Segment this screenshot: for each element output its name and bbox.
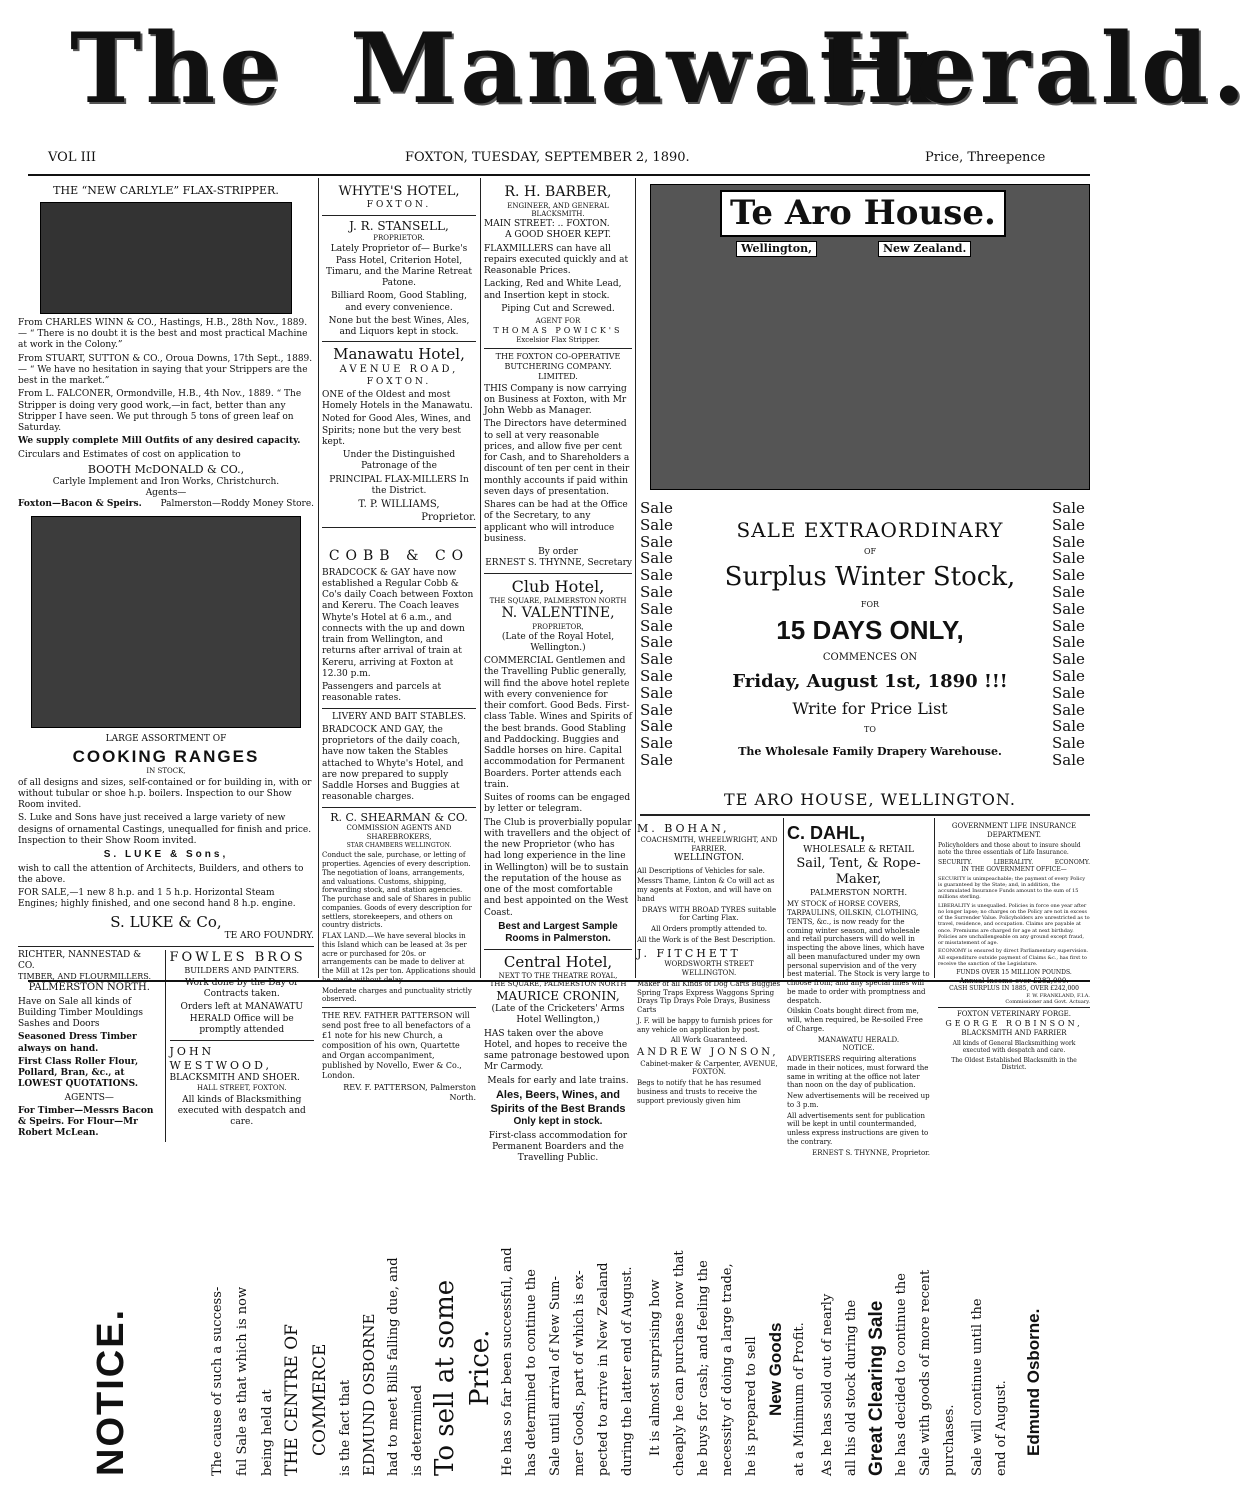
cronin-name: MAURICE CRONIN, <box>496 989 620 1003</box>
herald-signature: ERNEST S. THYNNE, Proprietor. <box>812 1148 930 1157</box>
sale-word: Sale <box>640 666 673 685</box>
herald-text: New advertisements will be received up to 3 p.m. <box>787 1092 930 1109</box>
dahl-title: C. DAHL, <box>787 823 865 843</box>
divider <box>484 949 632 950</box>
attention-text: wish to call the attention of Architects, Builders, and others to the above. <box>18 863 304 885</box>
sale-word: Sale <box>640 650 673 669</box>
richter-text: Have on Sale all kinds of Building Timber Mouldings Sashes and Doors <box>18 996 144 1029</box>
large-assortment: LARGE ASSORTMENT OF <box>105 734 227 745</box>
sample-rooms: Best and Largest Sample Rooms in Palmerston. <box>498 920 618 945</box>
notice-line: purchases. <box>942 1404 957 1476</box>
herald-text: All advertisements sent for publication will be kept in until countermanded, unless express instructions are given to the contrary. <box>787 1111 929 1146</box>
patterson-text: THE REV. FATHER PATTERSON will send post free to all benefactors of a £1 note for his new Church, a composition of his own, Quartette and Organ accompaniment, published by Novello, Ewer & Co., London. <box>322 1011 471 1080</box>
agent-palmerston: Palmerston—Roddy Money Store. <box>160 499 314 509</box>
notice-line: he is prepared to sell <box>744 1336 759 1476</box>
te-aro-house-ad <box>650 184 1090 494</box>
firm-name: BOOTH McDONALD & CO., <box>87 462 245 476</box>
bohan-title: M. BOHAN, <box>637 822 730 835</box>
notice-line: COMMERCE <box>310 1343 330 1456</box>
coop-title: THE FOXTON CO-OPERATIVE BUTCHERING COMPANY. LIMITED. <box>495 351 621 381</box>
sale-extraordinary <box>690 512 1050 812</box>
column-6 <box>938 822 1090 1072</box>
stansell-title: PROPRIETOR. <box>373 233 425 242</box>
sale-word: Sale <box>1052 532 1085 551</box>
testimonial: From STUART, SUTTON & CO., Oroua Downs, 17th Sept., 1889.— “ We have no hesitation in saying that your Strippers are the best in the market.” <box>18 353 313 386</box>
bohan-text: All Orders promptly attended to. <box>651 925 767 933</box>
westwood-trade: BLACKSMITH AND SHOER. <box>169 1072 300 1083</box>
powick-name: THOMAS POWICK'S <box>493 325 623 335</box>
top-rule <box>28 174 1090 176</box>
coop-text: THIS Company is now carrying on Business at Foxton, with Mr John Webb as Manager. <box>484 383 627 416</box>
column-4 <box>637 822 781 1105</box>
sale-word: Sale <box>1052 633 1085 652</box>
bohan-place: WELLINGTON. <box>674 853 744 864</box>
bohan-text: All Descriptions of Vehicles for sale. <box>637 866 765 875</box>
williams-title: Proprietor. <box>421 511 476 523</box>
cronin-text: First-class accommodation for Permanent Boarders and the Travelling Public. <box>488 1130 628 1164</box>
dahl-text: MY STOCK of HORSE COVERS, TARPAULINS, OILSKIN, CLOTHING, TENTS, &c., is now ready for the coming winter season, and wholesale and retail purchasers will do well in inspecting the above lines, which have all been manufactured under my own personal supervision and of the very best material. The Stock is very large to choose from; and any special lines will be made to order with promptness and despatch. <box>787 900 930 1005</box>
notice-line: end of August. <box>994 1380 1009 1476</box>
agent-foxton: Foxton—Bacon & Speirs. <box>18 499 142 509</box>
richter-text: First Class Roller Flour, Pollard, Bran, &c., at LOWEST QUOTATIONS. <box>18 1056 139 1090</box>
notice-line: has determined to continue the <box>524 1269 539 1476</box>
livery-title: LIVERY AND BAIT STABLES. <box>332 711 466 722</box>
ales-only: Only kept in stock. <box>513 1116 603 1128</box>
notice-line: he has decided to continue the <box>894 1273 909 1476</box>
jonson-title: ANDREW JONSON, <box>637 1047 779 1058</box>
sale-of: OF <box>863 547 877 556</box>
powick-product: Excelsior Flax Stripper. <box>516 335 600 344</box>
fitchett-text: All Work Guaranteed. <box>670 1036 748 1045</box>
club-text: Suites of rooms can be engaged by letter or telegram. <box>484 793 631 815</box>
dahl-trade: WHOLESALE & RETAIL <box>803 844 914 855</box>
masthead-word-manawatu: Manawatu <box>350 12 942 125</box>
robinson-text: The Oldest Established Blacksmith in the District. <box>951 1056 1077 1072</box>
sale-word: Sale <box>1052 734 1085 753</box>
manawatu-hotel-text: ONE of the Oldest and most Homely Hotels in the Manawatu. <box>322 389 473 411</box>
notice-line: is determined <box>410 1385 425 1476</box>
in-stock: IN STOCK, <box>146 766 186 775</box>
gov-actuary-title: Commissioner and Govt. Actuary. <box>1005 999 1090 1005</box>
sale-word: Sale <box>640 700 673 719</box>
engines-for-sale: FOR SALE,—1 new 8 h.p. and 1 5 h.p. Horizontal Steam Engines; highly finished, and one second hand 8 h.p. engine. <box>18 888 296 910</box>
gov-security: SECURITY. <box>938 858 973 866</box>
herald-notice: NOTICE. <box>842 1044 875 1053</box>
shearman-address: STAR CHAMBERS WELLINGTON. <box>346 841 452 849</box>
commences-on: COMMENCES ON <box>822 652 918 663</box>
coop-text: The Directors have determined to sell at very reasonable prices, and allow five per cent for Cash, and to Shareholders a discount of ten per cent in their monthly accounts if paid within seven days of presentation. <box>484 419 630 497</box>
sale-date: Friday, August 1st, 1890 !!! <box>732 670 1008 692</box>
sale-word: Sale <box>640 750 673 769</box>
coop-signature: ERNEST S. THYNNE, Secretary <box>485 558 632 569</box>
cronin-late: (Late of the Cricketers' Arms Hotel Wellington,) <box>491 1004 625 1026</box>
surplus-stock: Surplus Winter Stock, <box>724 562 1016 592</box>
sale-word: Sale <box>640 515 673 534</box>
notice-line: Edmund Osborne. <box>1024 1308 1043 1456</box>
fowles-text: Work done by the Day or Contracts taken. <box>185 977 299 999</box>
central-hotel-address: THE SQUARE, PALMERSTON NORTH <box>489 980 627 989</box>
firm-subtitle: Carlyle Implement and Iron Works, Christchurch. <box>52 476 280 487</box>
agents-row <box>18 499 314 510</box>
wholesale-warehouse: The Wholesale Family Drapery Warehouse. <box>738 745 1002 758</box>
richter-text: Seasoned Dress Timber always on hand. <box>18 1032 137 1054</box>
livery-text: BRADCOCK AND GAY, the proprietors of the daily coach, have now taken the Stables attached to Whyte's Hotel, and are now prepared to supply Saddle Horses and Buggies at reasonable charges. <box>322 724 464 803</box>
cobb-text: BRADCOCK & GAY have now established a Regular Cobb & Co's daily Coach between Foxton and Kereru. The Coach leaves Whyte's Hotel at 6 a.m., and connects with the up and down train from Wellington, and returns after arrival of train at Kereru, arriving at Foxton at 12.30 p.m. <box>322 567 474 679</box>
testimonial: From CHARLES WINN & CO., Hastings, H.B., 28th Nov., 1889.— “ There is no doubt it is the best and most practical Machine at work in the Colony.” <box>18 317 308 351</box>
sale-word: Sale <box>640 582 673 601</box>
price: Price, Threepence <box>925 150 1046 165</box>
gov-title: GOVERNMENT LIFE INSURANCE DEPARTMENT. <box>951 822 1077 839</box>
coop-order: By order <box>538 547 578 557</box>
sale-word: Sale <box>1052 499 1085 517</box>
column-rule <box>635 178 636 978</box>
notice-line: he buys for cash; and feeling the <box>696 1260 711 1476</box>
manawatu-hotel-place: FOXTON. <box>366 376 432 387</box>
s-luke-heading: S. LUKE & Sons, <box>103 849 229 860</box>
notice-line: The cause of such a success- <box>210 1286 225 1476</box>
gov-office: IN THE GOVERNMENT OFFICE— <box>961 866 1067 873</box>
shearman-title: R. C. SHEARMAN & CO. <box>330 810 468 824</box>
volume-number: VOL III <box>48 150 96 165</box>
shearman-text: FLAX LAND.—We have several blocks in this Island which can be leased at 3s per acre or purchased for 20s. or arrangements can be made to deliver at the Mill at 12s per ton. Applications should be made without delay. <box>322 932 476 984</box>
sale-word: Sale <box>1052 750 1085 769</box>
notice-line: during the latter end of August. <box>620 1266 635 1476</box>
manawatu-hotel-text: Noted for Good Ales, Wines, and Spirits; none but the very best kept. <box>322 414 471 447</box>
richter-title: RICHTER, NANNESTAD & CO. <box>18 949 142 971</box>
fifteen-days: 15 DAYS ONLY, <box>776 614 964 645</box>
masthead <box>0 0 1250 142</box>
sale-word: Sale <box>640 616 673 635</box>
westwood-text: All kinds of Blacksmithing executed with despatch and care. <box>177 1094 306 1127</box>
kitchen-range-illustration <box>31 516 301 728</box>
coop-text: Shares can be had at the Office of the Secretary, to any applicant who will introduce business. <box>484 500 628 544</box>
cobb-text: Passengers and parcels at reasonable rates. <box>322 682 442 704</box>
sale-for: FOR <box>860 599 880 609</box>
manawatu-hotel-text: Under the Distinguished Patronage of the <box>342 450 456 472</box>
fitchett-text: J. F. will be happy to furnish prices for any vehicle on application by post. <box>637 1016 773 1034</box>
sale-word: Sale <box>1052 599 1085 618</box>
robinson-text: All kinds of General Blacksmithing work executed with despatch and care. <box>952 1039 1076 1055</box>
jonson-text: Begs to notify that he has resumed business and trusts to receive the support previously given him <box>637 1079 762 1105</box>
divider <box>322 708 476 709</box>
sale-word: Sale <box>640 566 673 585</box>
flax-stripper-illustration <box>40 202 292 314</box>
barber-address: MAIN STREET: .. FOXTON. <box>484 219 610 229</box>
robinson-trade: BLACKSMITH AND FARRIER <box>961 1029 1067 1037</box>
notice-line: Sale will continue until the <box>970 1298 985 1476</box>
sale-word: Sale <box>1052 566 1085 585</box>
barber-agent: AGENT FOR <box>535 317 581 325</box>
manawatu-hotel-text: PRINCIPAL FLAX-MILLERS In the District. <box>329 474 469 496</box>
gov-income: Annual Income over £282,000. <box>959 976 1069 985</box>
sale-word: Sale <box>640 599 673 618</box>
sale-right-column <box>1052 500 1102 770</box>
gov-text: SECURITY is unimpeachable; the payment of every Policy is guaranteed by the State; and, in addition, the accumulated Insurance Funds amount to the sum of 15 millions sterling. <box>938 875 1086 901</box>
bohan-text: Messrs Thame, Linton & Co will act as my agents at Foxton, and will have on hand <box>637 877 775 903</box>
cobb-co-title: COBB & CO <box>328 548 470 564</box>
castings-description: S. Luke and Sons have just received a large variety of new designs of ornamental Castings, unequalled for finish and price. Inspection to their Show Room invited. <box>18 813 312 846</box>
column-1 <box>18 184 314 1139</box>
column-rule <box>934 818 935 978</box>
gov-economy: ECONOMY. <box>1054 858 1090 866</box>
notice-line: is the fact that <box>338 1379 353 1476</box>
column-5 <box>787 822 930 1157</box>
mill-outfits: We supply complete Mill Outfits of any desired capacity. <box>18 436 301 447</box>
fitchett-address: WORDSWORTH STREET WELLINGTON. <box>664 960 754 977</box>
stansell-text: Billiard Room, Good Stabling, and every convenience. <box>330 291 468 313</box>
valentine-title: PROPRIETOR, <box>532 622 584 631</box>
cooking-ranges-heading: COOKING RANGES <box>72 746 260 766</box>
divider <box>322 341 476 342</box>
sale-to: TO <box>864 725 876 734</box>
notice-line: It is almost surprising how <box>648 1279 663 1456</box>
te-aro-location-city: Wellington, <box>736 241 817 257</box>
divider <box>484 348 632 349</box>
gov-text: LIBERALITY is unequalled. Policies in force one year after no longer lapse; no charges on the Policy are not in excess of the Surrender Value. Policyholders are unrestricted as to travel, residence, and occupation. Claims are payable at once. Premiums are charged for age at next birthday. Policies are unchallengeable on any ground except fraud, or misstatement of age. <box>938 902 1090 946</box>
fowles-text: Orders left at MANAWATU HERALD Office will be promptly attended <box>180 1002 304 1035</box>
te-aro-location-country: New Zealand. <box>878 241 971 257</box>
central-hotel-title: Central Hotel, <box>503 952 613 971</box>
te-aro-house-title: Te Aro House. <box>720 190 1006 237</box>
gov-text: ECONOMY is ensured by direct Parliamentary supervision. All expenditure outside payment of Claims &c., has first to receive the sanction of the Legislature. <box>938 948 1089 967</box>
bohan-text: DRAYS WITH BROAD TYRES suitable for Carting Flax. <box>641 905 777 923</box>
herald-text: ADVERTISERS requiring alterations made in their notices, must forward the same in writing at the office not later than noon on the day of publication. <box>787 1055 929 1090</box>
notice-line: As he has sold out of nearly <box>820 1293 835 1476</box>
s-luke-co: S. LUKE & Co, <box>110 912 222 931</box>
sale-word: Sale <box>640 683 673 702</box>
sale-left-column <box>640 500 690 770</box>
circulars: Circulars and Estimates of cost on application to <box>18 449 241 460</box>
notice-line: New Goods <box>766 1322 785 1416</box>
notice-line: THE CENTRE OF <box>282 1324 302 1476</box>
herald-title: MANAWATU HERALD. <box>817 1035 900 1044</box>
bohan-trade: COACHSMITH, WHEELWRIGHT, AND FARRIER. <box>640 835 778 853</box>
column-rule <box>480 178 481 978</box>
dahl-sail: Sail, Tent, & Rope-Maker, <box>796 855 921 887</box>
fowles-title: FOWLES BROS <box>169 949 306 965</box>
whytes-hotel-title: WHYTE'S HOTEL, <box>338 184 460 199</box>
shearman-text: Moderate charges and punctuality strictly observed. <box>322 986 472 1004</box>
dateline <box>0 148 1114 170</box>
date-place: FOXTON, TUESDAY, SEPTEMBER 2, 1890. <box>405 150 690 165</box>
notice-line: Sale with goods of more recent <box>918 1269 933 1476</box>
sale-word: Sale <box>640 734 673 753</box>
sale-word: Sale <box>640 717 673 736</box>
column-3 <box>484 184 632 1164</box>
notice-line: mer Goods, part of which is ex- <box>572 1270 587 1476</box>
stansell-text: None but the best Wines, Ales, and Liquors kept in stock. <box>328 315 470 337</box>
fowles-trade: BUILDERS AND PAINTERS. <box>184 965 300 975</box>
notice-line: had to meet Bills falling due, and <box>386 1257 401 1476</box>
notice-section <box>20 986 1094 1500</box>
shearman-trade: COMMISSION AGENTS AND SHAREBROKERS, <box>346 824 452 841</box>
fitchett-text: Maker of all Kinds of Dog Carts Buggies Spring Traps Express Waggons Spring Drays Tip Drays Pole Drays, Business Carts <box>637 979 781 1014</box>
notice-line: Sale until arrival of New Sum- <box>548 1276 563 1476</box>
barber-trade: ENGINEER, AND GENERAL BLACKSMITH. <box>507 201 609 219</box>
westwood-address: HALL STREET, FOXTON. <box>197 1083 287 1092</box>
gov-actuary: F. W. FRANKLAND, F.I.A. <box>1026 992 1090 999</box>
gov-text: Policyholders and those about to insure should note the three essentials of Life Insurance. <box>938 841 1081 856</box>
whytes-place: FOXTON. <box>366 200 432 211</box>
richter-text: For Timber—Messrs Bacon & Speirs. For Flour—Mr Robert McLean. <box>18 1105 154 1139</box>
barber-text: Lacking, Red and White Lead, and Insertion kept in stock. <box>484 279 622 301</box>
ranges-description: of all designs and sizes, self-contained or for building in, with or without tubular or shoe h.p. boilers. Inspection to our Show Room invited. <box>18 777 312 810</box>
richter-place: PALMERSTON NORTH. <box>28 982 150 993</box>
divider <box>640 814 1090 816</box>
sale-word: Sale <box>1052 582 1085 601</box>
flax-stripper-title: THE “NEW CARLYLE” FLAX-STRIPPER. <box>53 184 279 197</box>
jonson-trade: Cabinet-maker & Carpenter, AVENUE, FOXTON. <box>640 1059 778 1077</box>
notice-line: To sell at some <box>430 1279 460 1476</box>
sale-word: Sale <box>640 499 673 517</box>
dahl-text: Oilskin Coats bought direct from me, will, when required, be Re-soiled Free of Charge. <box>787 1007 923 1033</box>
shearman-text: Conduct the sale, purchase, or letting of properties. Agencies of every description. The negotiation of loans, arrangements, and valuations. Customs, shipping, forwarding stock, and station agencies. The purchase and sale of Shares in public companies. Goods of every description for settlers, storekeepers, and others on country districts. <box>322 851 472 930</box>
notice-line: cheaply he can purchase now that <box>672 1250 687 1476</box>
sale-word: Sale <box>640 549 673 568</box>
fitchett-title: J. FITCHETT <box>637 946 741 960</box>
sale-word: Sale <box>1052 616 1085 635</box>
masthead-word-herald: Herald. <box>820 12 1250 125</box>
notice-line: necessity of doing a large trade, <box>720 1263 735 1476</box>
agents-label: Agents— <box>145 487 187 498</box>
robinson-name: GEORGE ROBINSON, <box>945 1019 1083 1028</box>
sale-word: Sale <box>1052 683 1085 702</box>
valentine-late: (Late of the Royal Hotel, Wellington.) <box>501 631 615 653</box>
richter-trade: TIMBER, AND FLOURMILLERS. <box>18 972 152 981</box>
central-hotel-location: NEXT TO THE THEATRE ROYAL, <box>498 971 618 980</box>
notice-line: He has so far been successful, and <box>500 1247 515 1476</box>
club-text: The Club is proverbially popular with travellers and the object of the new Proprietor (who has had long experience in the line in Wellington) will be to sustain the reputation of the house as one of the most comfortable and best appointed on the West Coast. <box>484 817 632 918</box>
notice-line: Great Clearing Sale <box>866 1300 887 1476</box>
price-list: Write for Price List <box>792 699 948 718</box>
column-rule <box>318 178 319 978</box>
gov-surplus: CASH SURPLUS IN 1885, OVER £242,000 <box>949 985 1079 993</box>
barber-text: FLAXMILLERS can have all repairs executed quickly and at Reasonable Prices. <box>484 243 629 276</box>
sale-word: Sale <box>1052 700 1085 719</box>
barber-text: Piping Cut and Screwed. <box>501 303 615 314</box>
sale-word: Sale <box>1052 549 1085 568</box>
divider <box>322 527 476 528</box>
bohan-text: All the Work is of the Best Description. <box>637 935 776 944</box>
sale-word: Sale <box>1052 717 1085 736</box>
cronin-text: HAS taken over the above Hotel, and hopes to receive the same patronage bestowed upon Mr Carmody. <box>484 1028 630 1073</box>
club-text: COMMERCIAL Gentlemen and the Travelling Public generally, will find the above hotel replete with every convenience for their comfort. Good Beds. First-class Table. Wines and Spirits of the best brands. Good Stabling and Paddocking. Buggies and Saddle horses on hire. Capital accommodation for Permanent Boarders. Porter attends each train. <box>484 656 632 790</box>
dahl-place: PALMERSTON NORTH. <box>809 888 907 898</box>
notice-line: pected to arrive in New Zealand <box>596 1262 611 1476</box>
stansell-text: Lately Proprietor of— Burke's Pass Hotel, Criterion Hotel, Timaru, and the Marine Retreat Patone. <box>325 244 473 288</box>
sale-word: Sale <box>1052 515 1085 534</box>
club-hotel-title: Club Hotel, <box>511 576 605 596</box>
manawatu-hotel-address: AVENUE ROAD, <box>339 364 459 375</box>
notice-line: Price. <box>465 1329 495 1406</box>
club-hotel-address: THE SQUARE, PALMERSTON NORTH <box>489 596 627 605</box>
sale-word: Sale <box>640 532 673 551</box>
barber-title: R. H. BARBER, <box>504 184 612 200</box>
masthead-word-the: The <box>70 12 285 125</box>
gov-funds: FUNDS OVER 15 MILLION POUNDS. <box>956 969 1072 976</box>
column-2 <box>322 184 476 1102</box>
richter-agents: AGENTS— <box>64 1092 114 1103</box>
notice-line: being held at <box>260 1389 275 1476</box>
gov-essentials <box>938 859 1090 867</box>
barber-shoer: A GOOD SHOER KEPT. <box>505 230 611 241</box>
notice-line: ful Sale as that which is now <box>235 1286 250 1476</box>
forge-title: FOXTON VETERINARY FORGE. <box>956 1010 1072 1019</box>
notice-title: NOTICE. <box>90 1307 132 1476</box>
column-rule <box>783 818 784 978</box>
notice-line: all his old stock during the <box>844 1299 859 1476</box>
cronin-meals: Meals for early and late trains. <box>487 1075 629 1086</box>
te-aro-house-wellington: TE ARO HOUSE, WELLINGTON. <box>724 790 1016 809</box>
sale-word: Sale <box>1052 650 1085 669</box>
divider <box>322 807 476 808</box>
ales-heading: Ales, Beers, Wines, and Spirits of the Best Brands <box>490 1088 626 1115</box>
divider <box>18 946 314 947</box>
sale-word: Sale <box>640 633 673 652</box>
notice-line: at a Minimum of Profit. <box>792 1322 807 1476</box>
notice-rule <box>28 980 1090 982</box>
testimonial: From L. FALCONER, Ormondville, H.B., 4th Nov., 1889. “ The Stripper is doing very good work,—in fact, better than any Stripper I have seen. We put through 5 tons of green leaf on Saturday. <box>18 389 302 433</box>
sale-extraordinary-title: SALE EXTRAORDINARY <box>736 518 1004 542</box>
manawatu-hotel-title: Manawatu Hotel, <box>333 345 465 364</box>
sale-word: Sale <box>1052 666 1085 685</box>
divider <box>484 573 632 574</box>
divider <box>322 215 476 216</box>
patterson-signature: REV. F. PATTERSON, Palmerston North. <box>343 1083 476 1102</box>
westwood-title: JOHN WESTWOOD, <box>169 1045 272 1072</box>
notice-line: EDMUND OSBORNE <box>360 1313 378 1476</box>
stansell-name: J. R. STANSELL, <box>349 218 449 233</box>
williams-name: T. P. WILLIAMS, <box>358 499 440 510</box>
te-aro-foundry: TE ARO FOUNDRY. <box>224 931 314 942</box>
gov-liberality: LIBERALITY. <box>993 858 1034 866</box>
valentine-name: N. VALENTINE, <box>501 605 615 622</box>
